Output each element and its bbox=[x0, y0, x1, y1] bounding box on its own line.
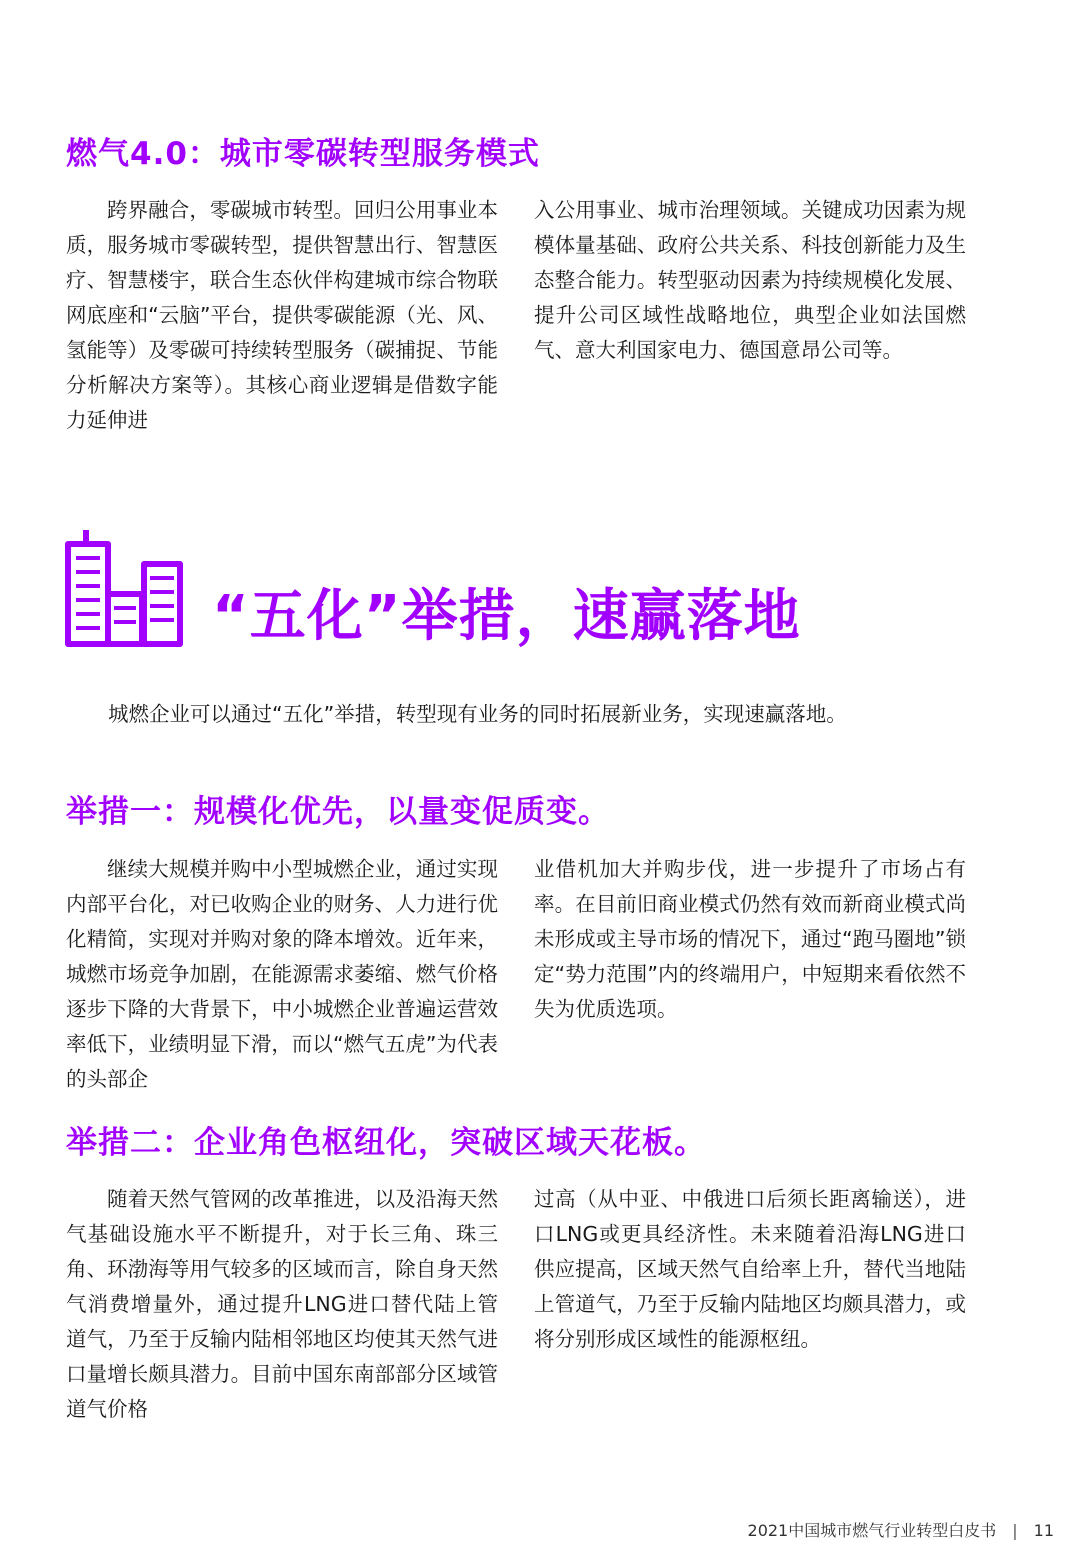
section-heading-gas-4: 燃气4.0：城市零碳转型服务模式 bbox=[66, 136, 540, 172]
measure2-body bbox=[66, 1182, 966, 1427]
section1-body bbox=[66, 193, 966, 438]
page-number: 11 bbox=[1033, 1521, 1054, 1540]
measure1-left-column: 继续大规模并购中小型城燃企业，通过实现内部平台化，对已收购企业的财务、人力进行优化精简，实现对并购对象的降本增效。近年来，城燃市场竞争加剧，在能源需求萎缩、燃气价格逐步下降的大背景下，中小城燃企业普遍运营效率低下，业绩明显下滑，而以“燃气五虎”为代表的头部企 bbox=[66, 857, 498, 1091]
banner-intro: 城燃企业可以通过“五化”举措，转型现有业务的同时拓展新业务，实现速赢落地。 bbox=[108, 702, 847, 726]
city-buildings-icon bbox=[64, 528, 186, 648]
measure2-left-column: 随着天然气管网的改革推进，以及沿海天然气基础设施水平不断提升，对于长三角、珠三角、环渤海等用气较多的区域而言，除自身天然气消费增量外，通过提升LNG进口替代陆上管道气，乃至于反输内陆相邻地区均使其天然气进口量增长颇具潜力。目前中国东南部部分区域管道气价格 bbox=[66, 1187, 498, 1421]
page-footer bbox=[748, 1518, 1054, 1541]
measure1-heading: 举措一：规模化优先，以量变促质变。 bbox=[66, 794, 610, 830]
footer-title: 2021中国城市燃气行业转型白皮书 bbox=[747, 1521, 997, 1540]
measure2-right-column: 过高（从中亚、中俄进口后须长距离输送），进口LNG或更具经济性。未来随着沿海LNG进口供应提高，区域天然气自给率上升，替代当地陆上管道气，乃至于反输内陆地区均颇具潜力，或将分别形成区域性的能源枢纽。 bbox=[534, 1187, 966, 1351]
section1-left-column: 跨界融合，零碳城市转型。回归公用事业本质，服务城市零碳转型，提供智慧出行、智慧医疗、智慧楼宇，联合生态伙伴构建城市综合物联网底座和“云脑”平台，提供零碳能源（光、风、氢能等）及零碳可持续转型服务（碳捕捉、节能分析解决方案等）。其核心商业逻辑是借数字能力延伸进 bbox=[66, 198, 498, 432]
measure2-heading: 举措二：企业角色枢纽化，突破区域天花板。 bbox=[66, 1125, 706, 1161]
measure1-body bbox=[66, 852, 966, 1097]
measure1-right-column: 业借机加大并购步伐，进一步提升了市场占有率。在目前旧商业模式仍然有效而新商业模式尚未形成或主导市场的情况下，通过“跑马圈地”锁定“势力范围”内的终端用户，中短期来看依然不失为优质选项。 bbox=[534, 857, 966, 1021]
section1-right-column: 入公用事业、城市治理领域。关键成功因素为规模体量基础、政府公共关系、科技创新能力及生态整合能力。转型驱动因素为持续规模化发展、提升公司区域性战略地位，典型企业如法国燃气、意大利国家电力、德国意昂公司等。 bbox=[534, 198, 966, 362]
footer-separator: | bbox=[1012, 1521, 1018, 1540]
banner-title: “五化”举措，速赢落地 bbox=[212, 584, 801, 649]
